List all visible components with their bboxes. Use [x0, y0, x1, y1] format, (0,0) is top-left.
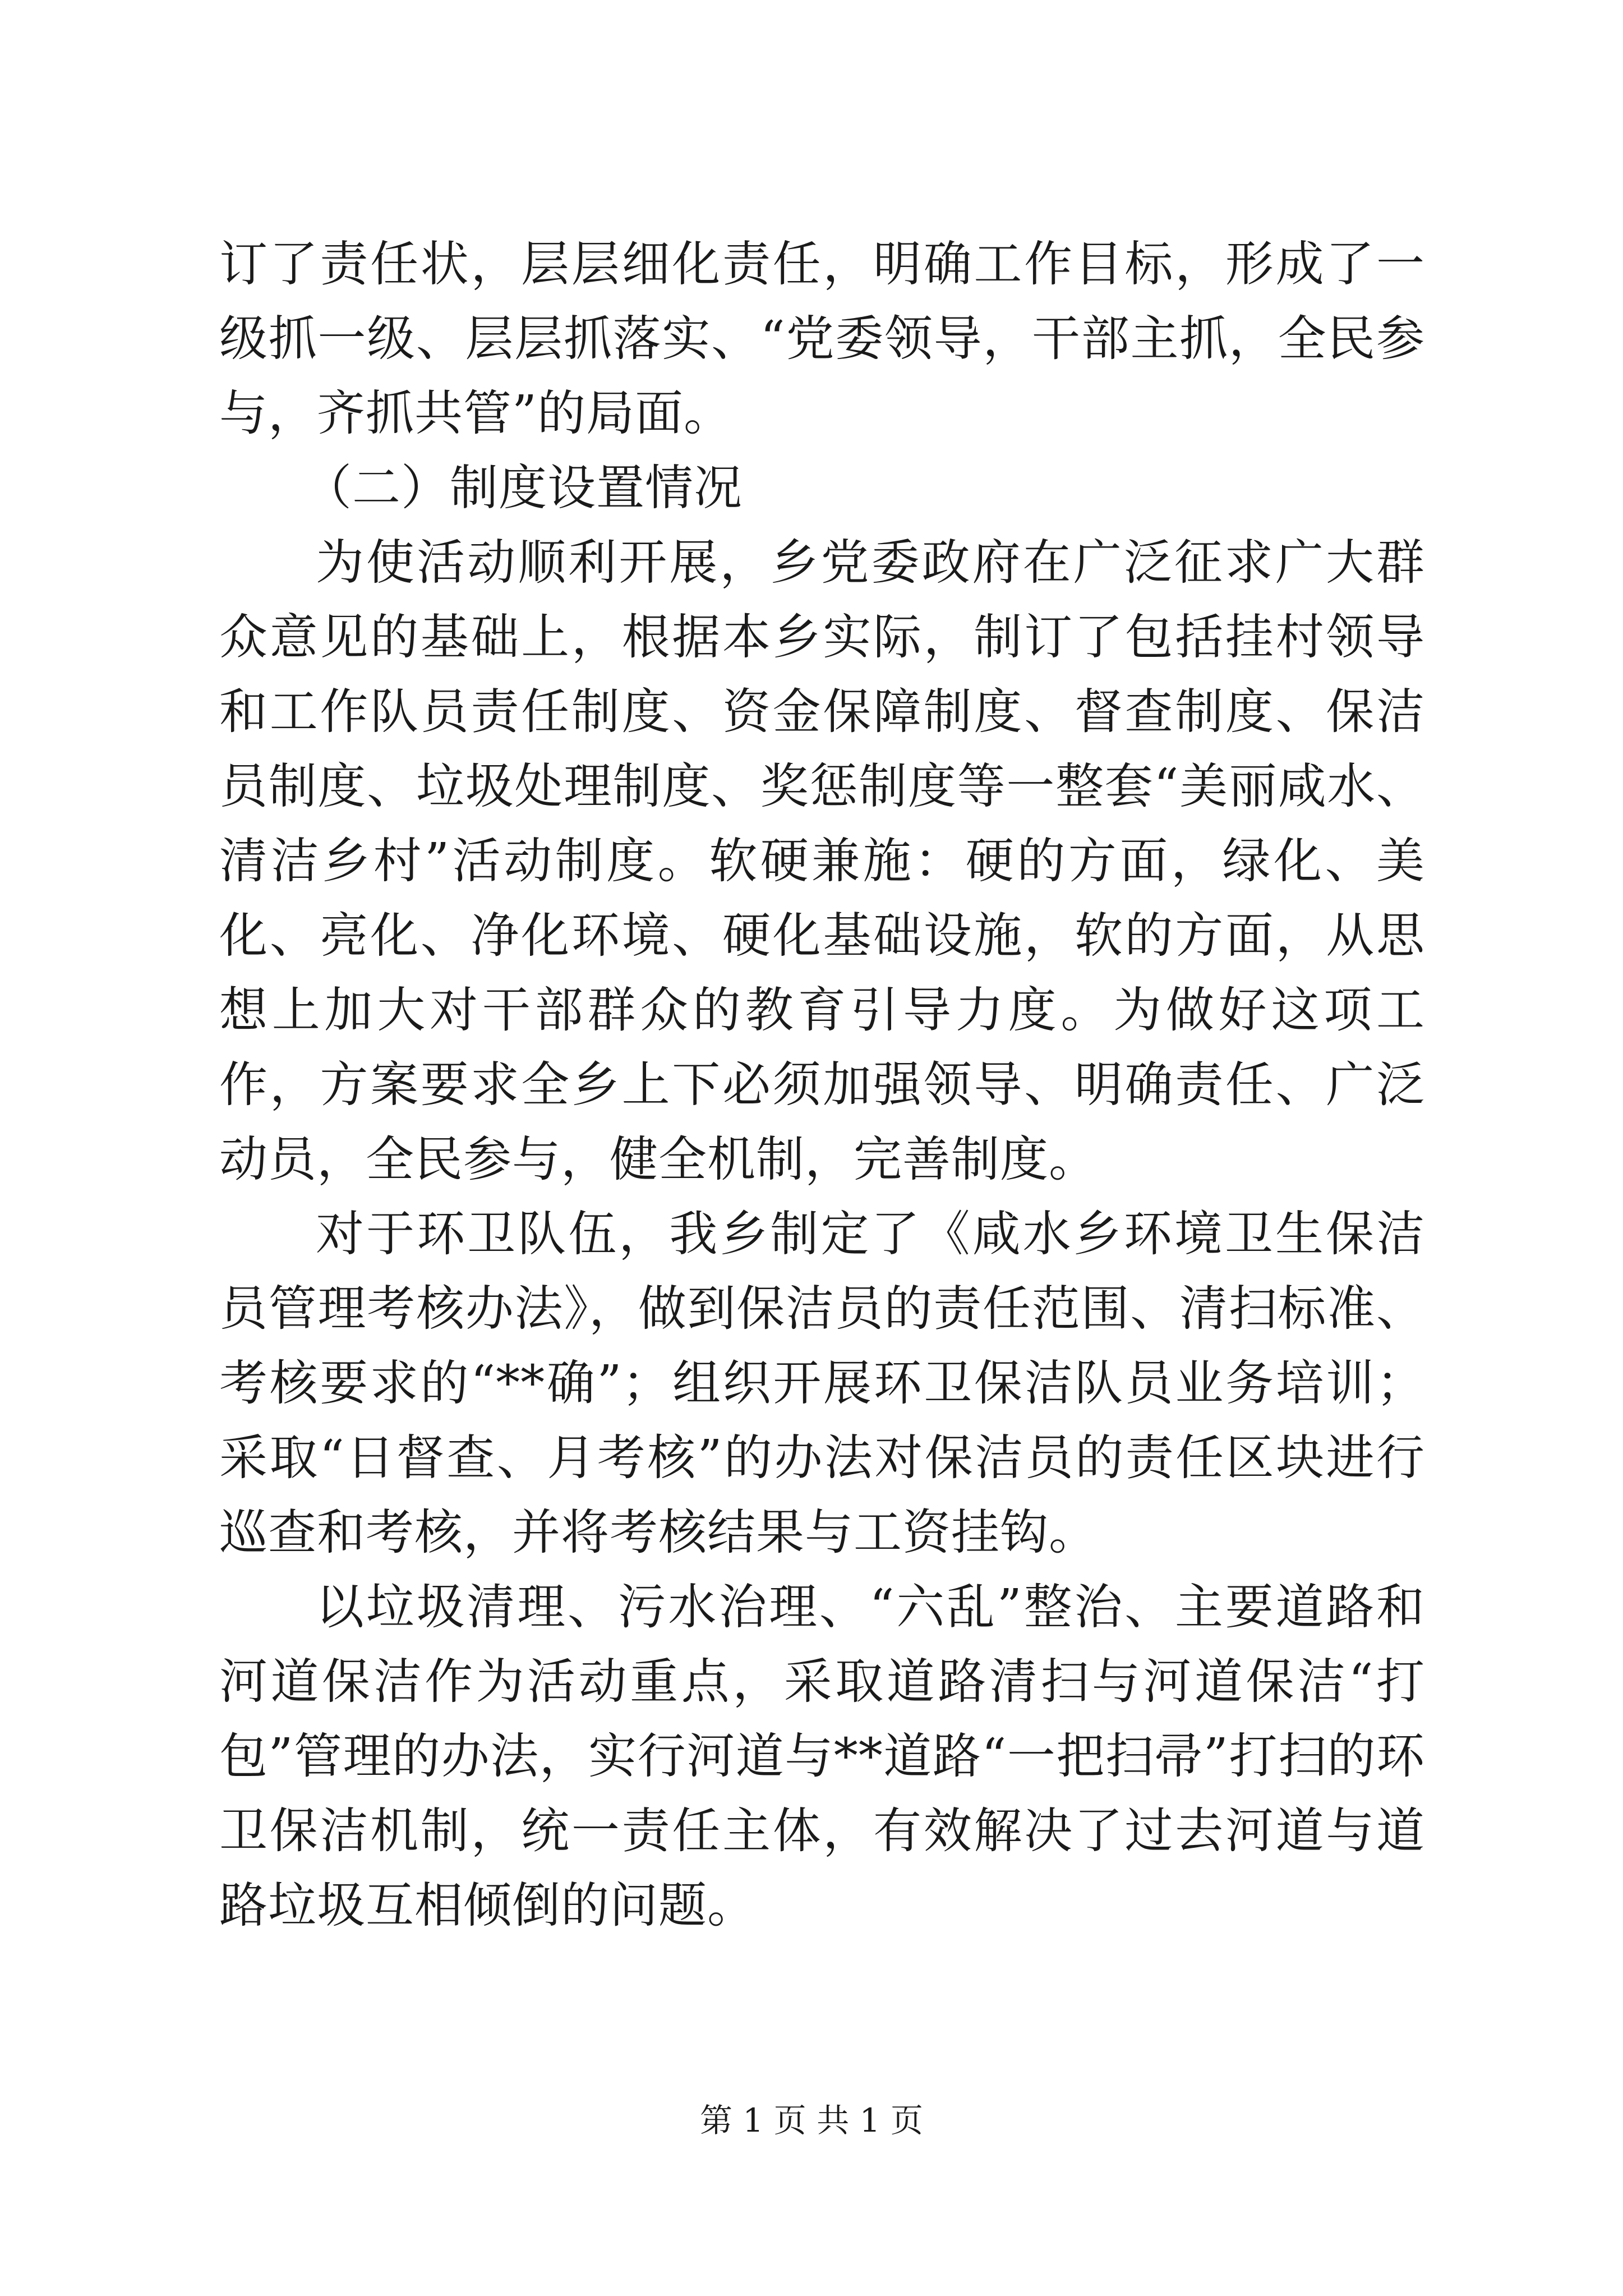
paragraph-responsibility: 订了责任状，层层细化责任，明确工作目标，形成了一级抓一级、层层抓落实、“党委领导，干部主抓，全民参与，齐抓共管”的局面。	[219, 236, 1425, 441]
paragraph-sanitation-team: 对于环卫队伍，我乡制定了《咸水乡环境卫生保洁员管理考核办法》，做到保洁员的责任范围、清扫标准、考核要求的“**确”；组织开展环卫保洁队员业务培训；采取“日督查、月考核”的办法对保洁员的责任区块进行巡查和考核，并将考核结果与工资挂钩。	[219, 1206, 1425, 1561]
section-heading-system-setup: （二）制度设置情况	[303, 460, 743, 516]
document-body	[219, 227, 1425, 1943]
paragraph-activity-focus: 以垃圾清理、污水治理、“六乱”整治、主要道路和河道保洁作为活动重点，采取道路清扫与河道保洁“打包”管理的办法，实行河道与**道路“一把扫帚”打扫的环卫保洁机制，统一责任主体，有效解决了过去河道与道路垃圾互相倾倒的问题。	[219, 1579, 1425, 1934]
paragraph-system-measures: 为使活动顺利开展，乡党委政府在广泛征求广大群众意见的基础上，根据本乡实际，制订了包括挂村领导和工作队员责任制度、资金保障制度、督查制度、保洁员制度、垃圾处理制度、奖惩制度等一整套“美丽咸水、清洁乡村”活动制度。软硬兼施：硬的方面，绿化、美化、亮化、净化环境、硬化基础设施，软的方面，从思想上加大对干部群众的教育引导力度。为做好这项工作，方案要求全乡上下必须加强领导、明确责任、广泛动员，全民参与，健全机制，完善制度。	[219, 535, 1425, 1188]
page-number-footer: 第 1 页 共 1 页	[700, 2101, 923, 2139]
